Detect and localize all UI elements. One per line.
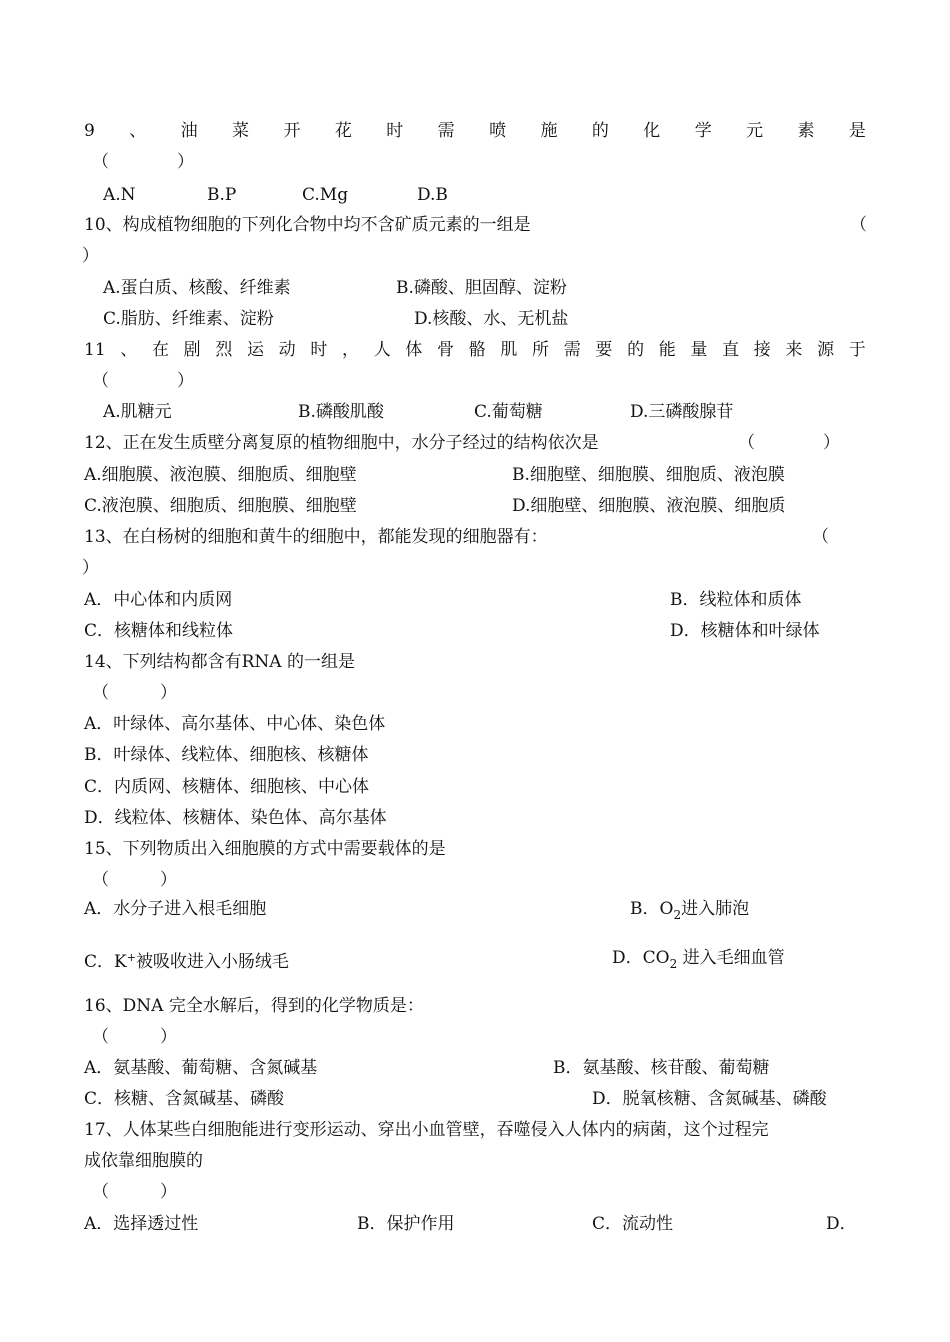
q17-option-d: D． — [826, 1214, 857, 1234]
q9-answer-paren: （ ） — [92, 152, 194, 172]
q10-option-a: A.蛋白质、核酸、纤维素 — [103, 278, 291, 298]
q10-option-b: B.磷酸、胆固醇、淀粉 — [396, 278, 567, 298]
q11-char: 烈 — [215, 340, 233, 360]
q11-char: ， — [342, 340, 360, 360]
q9-option-b: B.P — [207, 185, 237, 205]
q11-option-b: B.磷酸肌酸 — [298, 402, 384, 422]
q9-option-a: A.N — [103, 185, 136, 205]
q16-answer-paren: （ ） — [92, 1027, 177, 1047]
question-11-stem — [84, 339, 866, 361]
q10-paren-open: （ — [850, 215, 867, 235]
q11-char: 在 — [151, 340, 169, 360]
q12-option-c: C.液泡膜、细胞质、细胞膜、细胞壁 — [84, 496, 357, 516]
q9-char: 菜 — [232, 121, 250, 141]
q16-option-b: B．氨基酸、核苷酸、葡萄糖 — [553, 1058, 770, 1078]
q9-char: 需 — [437, 121, 455, 141]
q15-answer-paren: （ ） — [92, 870, 177, 890]
q11-char: 剧 — [183, 340, 201, 360]
q16-option-c: C．核糖、含氮碱基、磷酸 — [84, 1089, 285, 1109]
q11-char: 要 — [595, 340, 613, 360]
q12-answer-paren: （ ） — [738, 433, 840, 453]
q11-char: 所 — [532, 340, 550, 360]
q15-option-c-prefix: C．K — [84, 952, 127, 972]
q15-option-b-text: 进入肺泡 — [681, 899, 750, 919]
q16-option-d: D．脱氧核糖、含氮碱基、磷酸 — [592, 1089, 827, 1109]
q9-char: 的 — [591, 121, 609, 141]
q11-char: 量 — [690, 340, 708, 360]
q15-option-d-prefix: D．CO — [612, 948, 670, 968]
q11-char: 接 — [753, 340, 771, 360]
q10-option-c: C.脂肪、纤维素、淀粉 — [103, 309, 274, 329]
q9-char: 学 — [694, 121, 712, 141]
q17-option-c: C．流动性 — [592, 1214, 674, 1234]
q17-answer-paren: （ ） — [92, 1182, 177, 1202]
q14-option-a: A．叶绿体、高尔基体、中心体、染色体 — [84, 714, 386, 734]
q14-option-b: B．叶绿体、线粒体、细胞核、核糖体 — [84, 745, 369, 765]
question-10-stem: 10、构成植物细胞的下列化合物中均不含矿质元素的一组是 — [84, 215, 531, 235]
q9-char: 开 — [283, 121, 301, 141]
q9-char: 时 — [386, 121, 404, 141]
q9-char: 化 — [643, 121, 661, 141]
question-17-stem-line1: 17、人体某些白细胞能进行变形运动、穿出小血管壁，吞噬侵入人体内的病菌，这个过程完 — [84, 1120, 769, 1140]
q9-char: 施 — [540, 121, 558, 141]
q11-char: 直 — [722, 340, 740, 360]
q11-char: 体 — [405, 340, 423, 360]
q9-char: 油 — [180, 121, 198, 141]
q11-option-d: D.三磷酸腺苷 — [630, 402, 734, 422]
q15-option-d-subscript: 2 — [669, 957, 678, 971]
q9-char: 、 — [129, 121, 147, 141]
q9-char: 素 — [797, 121, 815, 141]
q13-option-a: A．中心体和内质网 — [84, 590, 233, 610]
q9-char: 花 — [334, 121, 352, 141]
question-13-stem: 13、在白杨树的细胞和黄牛的细胞中，都能发现的细胞器有： — [84, 527, 548, 547]
q17-option-a: A．选择透过性 — [84, 1214, 199, 1234]
q9-char: 9 — [84, 121, 95, 141]
q11-char: 、 — [120, 340, 138, 360]
q11-char: 需 — [563, 340, 581, 360]
q12-option-a: A.细胞膜、液泡膜、细胞质、细胞壁 — [84, 465, 357, 485]
question-16-stem: 16、DNA 完全水解后，得到的化学物质是： — [84, 996, 424, 1016]
q14-answer-paren: （ ） — [92, 683, 177, 703]
q11-char: 源 — [817, 340, 835, 360]
q9-char: 喷 — [489, 121, 507, 141]
q11-char: 人 — [373, 340, 391, 360]
q15-option-b-prefix: B．O — [630, 899, 674, 919]
q10-option-d: D.核酸、水、无机盐 — [414, 309, 569, 329]
q15-option-d-text: 进入毛细血管 — [677, 948, 785, 968]
q17-option-b: B．保护作用 — [357, 1214, 455, 1234]
q11-char: 运 — [247, 340, 264, 360]
q11-char: 于 — [848, 340, 866, 360]
q15-option-b — [630, 898, 749, 926]
q11-char: 骨 — [437, 340, 455, 360]
q9-option-c: C.Mg — [302, 185, 349, 205]
q15-option-c-superscript: + — [126, 951, 136, 964]
q13-paren-open: （ — [812, 527, 829, 547]
q15-option-a: A．水分子进入根毛细胞 — [84, 899, 267, 919]
q13-option-c: C．核糖体和线粒体 — [84, 621, 234, 641]
question-17-stem-line2: 成依靠细胞膜的 — [84, 1151, 203, 1171]
q11-char: 11 — [84, 340, 106, 360]
q11-char: 骼 — [468, 340, 486, 360]
q15-option-d — [612, 947, 785, 975]
q9-char: 元 — [746, 121, 764, 141]
q12-option-b: B.细胞壁、细胞膜、细胞质、液泡膜 — [512, 465, 785, 485]
q11-answer-paren: （ ） — [92, 371, 194, 391]
question-12-stem: 12、正在发生质壁分离复原的植物细胞中，水分子经过的结构依次是 — [84, 433, 599, 453]
q11-char: 的 — [627, 340, 645, 360]
q14-option-d: D．线粒体、核糖体、染色体、高尔基体 — [84, 808, 387, 828]
q16-option-a: A．氨基酸、葡萄糖、含氮碱基 — [84, 1058, 318, 1078]
q14-option-c: C．内质网、核糖体、细胞核、中心体 — [84, 777, 370, 797]
q11-char: 时 — [310, 340, 328, 360]
q13-option-d: D．核糖体和叶绿体 — [670, 621, 820, 641]
question-15-stem: 15、下列物质出入细胞膜的方式中需要载体的是 — [84, 839, 446, 859]
q10-paren-close: ） — [82, 246, 99, 266]
q11-char: 肌 — [500, 340, 518, 360]
q11-option-a: A.肌糖元 — [103, 402, 172, 422]
q15-option-c — [84, 947, 289, 973]
q11-option-c: C.葡萄糖 — [474, 402, 543, 422]
question-9-stem — [84, 120, 866, 142]
q12-option-d: D.细胞壁、细胞膜、液泡膜、细胞质 — [512, 496, 786, 516]
q9-char: 是 — [848, 121, 866, 141]
question-14-stem: 14、下列结构都含有RNA 的一组是 — [84, 652, 355, 672]
q13-option-b: B．线粒体和质体 — [670, 590, 802, 610]
q15-option-c-text: 被吸收进入小肠绒毛 — [135, 952, 289, 972]
q13-paren-close: ） — [82, 558, 99, 578]
q15-option-b-subscript: 2 — [673, 908, 682, 922]
q11-char: 能 — [658, 340, 676, 360]
q11-char: 来 — [785, 340, 803, 360]
q11-char: 动 — [278, 340, 296, 360]
q9-option-d: D.B — [417, 185, 448, 205]
